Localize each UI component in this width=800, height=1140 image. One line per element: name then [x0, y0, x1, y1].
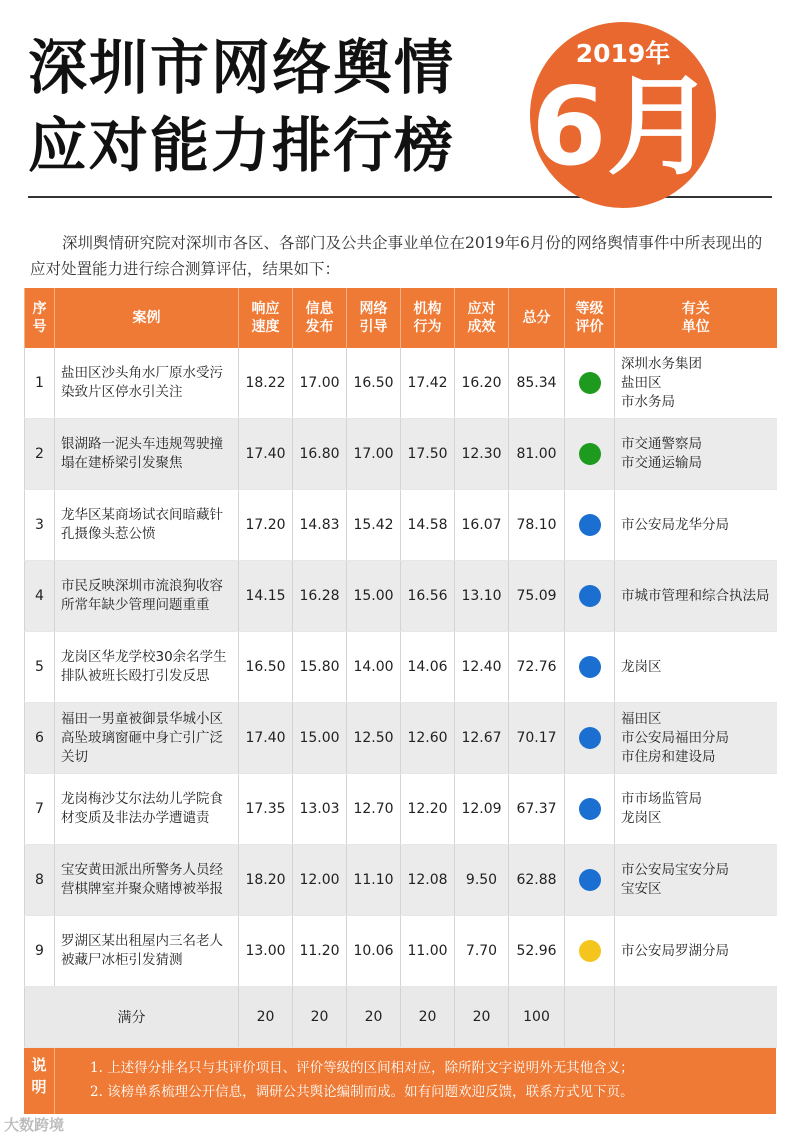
cell-speed: 17.40	[239, 419, 293, 490]
cell-grade	[565, 490, 615, 561]
grade-dot-icon	[579, 443, 601, 465]
cell-effect: 16.20	[455, 348, 509, 419]
cell-info: 11.20	[293, 916, 347, 987]
unit-name: 市交通警察局	[621, 436, 702, 452]
grade-dot-icon	[579, 798, 601, 820]
table-row	[25, 419, 777, 490]
cell-action: 12.20	[401, 774, 455, 845]
full-score-effect: 20	[455, 987, 509, 1048]
header-grade: 等级 评价	[565, 288, 615, 348]
cell-guide: 11.10	[347, 845, 401, 916]
cell-case: 龙岗梅沙艾尔法幼儿学院食材变质及非法办学遭谴责	[55, 774, 239, 845]
cell-total: 85.34	[509, 348, 565, 419]
cell-total: 62.88	[509, 845, 565, 916]
cell-guide: 14.00	[347, 632, 401, 703]
header-action: 机构 行为	[401, 288, 455, 348]
cell-effect: 12.67	[455, 703, 509, 774]
intro-paragraph: 深圳舆情研究院对深圳市各区、各部门及公共企事业单位在2019年6月份的网络舆情事件中所表现出的应对处置能力进行综合测算评估，结果如下：	[30, 234, 763, 278]
cell-grade	[565, 561, 615, 632]
cell-no: 7	[25, 774, 55, 845]
grade-dot-icon	[579, 514, 601, 536]
unit-name: 市交通运输局	[621, 455, 702, 471]
unit-name: 市市场监管局	[621, 791, 702, 807]
page-title-line2: 应对能力排行榜	[28, 111, 456, 180]
cell-info: 12.00	[293, 845, 347, 916]
cell-unit	[615, 490, 777, 561]
cell-no: 9	[25, 916, 55, 987]
unit-name: 市城市管理和综合执法局	[621, 587, 770, 604]
table-row	[25, 774, 777, 845]
cell-no: 3	[25, 490, 55, 561]
full-score-row	[25, 987, 777, 1048]
badge-year: 2019年	[575, 39, 671, 68]
unit-name: 盐田区	[621, 374, 662, 391]
table-row	[25, 845, 777, 916]
cell-action: 16.56	[401, 561, 455, 632]
cell-info: 16.80	[293, 419, 347, 490]
page-title-line1: 深圳市网络舆情	[28, 33, 456, 102]
cell-grade	[565, 632, 615, 703]
cell-unit	[615, 419, 777, 490]
full-score-grade	[565, 987, 615, 1048]
cell-speed: 17.40	[239, 703, 293, 774]
cell-action: 14.06	[401, 632, 455, 703]
unit-name: 市公安局宝安分局	[621, 862, 729, 878]
unit-name: 市住房和建设局	[621, 748, 716, 765]
cell-guide: 12.50	[347, 703, 401, 774]
header-unit: 有关 单位	[615, 288, 777, 348]
cell-case: 市民反映深圳市流浪狗收容所常年缺少管理问题重重	[55, 561, 239, 632]
cell-total: 78.10	[509, 490, 565, 561]
unit-name: 福田区	[621, 710, 662, 727]
cell-unit	[615, 561, 777, 632]
cell-no: 8	[25, 845, 55, 916]
full-score-label: 满分	[25, 987, 239, 1048]
cell-grade	[565, 348, 615, 419]
cell-case: 宝安黄田派出所警务人员经营棋牌室并聚众赌博被举报	[55, 845, 239, 916]
cell-guide: 10.06	[347, 916, 401, 987]
cell-total: 75.09	[509, 561, 565, 632]
cell-info: 13.03	[293, 774, 347, 845]
full-score-total: 100	[509, 987, 565, 1048]
cell-grade	[565, 916, 615, 987]
cell-speed: 18.22	[239, 348, 293, 419]
cell-speed: 14.15	[239, 561, 293, 632]
cell-effect: 13.10	[455, 561, 509, 632]
full-score-unit	[615, 987, 777, 1048]
grade-dot-icon	[579, 585, 601, 607]
cell-speed: 18.20	[239, 845, 293, 916]
full-score-action: 20	[401, 987, 455, 1048]
cell-no: 5	[25, 632, 55, 703]
cell-unit	[615, 348, 777, 419]
cell-speed: 17.20	[239, 490, 293, 561]
full-score-info: 20	[293, 987, 347, 1048]
cell-info: 14.83	[293, 490, 347, 561]
cell-action: 12.60	[401, 703, 455, 774]
note-line-2: 2. 该榜单系梳理公开信息，调研公共舆论编制而成。如有问题欢迎反馈，联系方式见下页。	[90, 1084, 634, 1100]
notes-text	[90, 1056, 634, 1104]
cell-info: 15.80	[293, 632, 347, 703]
table-row	[25, 632, 777, 703]
cell-guide: 16.50	[347, 348, 401, 419]
cell-total: 52.96	[509, 916, 565, 987]
header-case: 案例	[55, 288, 239, 348]
cell-total: 72.76	[509, 632, 565, 703]
cell-no: 6	[25, 703, 55, 774]
cell-no: 4	[25, 561, 55, 632]
cell-effect: 12.30	[455, 419, 509, 490]
unit-name: 市公安局龙华分局	[621, 516, 729, 533]
cell-case: 福田一男童被御景华城小区高坠玻璃窗砸中身亡引广泛关切	[55, 703, 239, 774]
cell-case: 龙岗区华龙学校30余名学生排队被班长殴打引发反思	[55, 632, 239, 703]
cell-grade	[565, 774, 615, 845]
cell-effect: 16.07	[455, 490, 509, 561]
grade-dot-icon	[579, 869, 601, 891]
cell-effect: 12.40	[455, 632, 509, 703]
note-line-1: 1. 上述得分排名只与其评价项目、评价等级的区间相对应，除所附文字说明外无其他含义；	[90, 1060, 634, 1076]
table-row	[25, 703, 777, 774]
cell-total: 70.17	[509, 703, 565, 774]
table-row	[25, 348, 777, 419]
grade-dot-icon	[579, 727, 601, 749]
cell-effect: 7.70	[455, 916, 509, 987]
unit-name: 龙岗区	[621, 810, 662, 826]
cell-effect: 9.50	[455, 845, 509, 916]
cell-action: 14.58	[401, 490, 455, 561]
cell-action: 12.08	[401, 845, 455, 916]
cell-speed: 16.50	[239, 632, 293, 703]
cell-info: 17.00	[293, 348, 347, 419]
table-header-row	[25, 288, 777, 348]
cell-total: 81.00	[509, 419, 565, 490]
header-guide: 网络 引导	[347, 288, 401, 348]
notes-divider	[54, 1048, 55, 1114]
cell-speed: 17.35	[239, 774, 293, 845]
cell-no: 2	[25, 419, 55, 490]
table-row	[25, 490, 777, 561]
unit-name: 龙岗区	[621, 658, 662, 675]
cell-action: 17.50	[401, 419, 455, 490]
unit-name: 市公安局福田分局	[621, 729, 729, 746]
cell-guide: 15.42	[347, 490, 401, 561]
cell-no: 1	[25, 348, 55, 419]
full-score-guide: 20	[347, 987, 401, 1048]
cell-speed: 13.00	[239, 916, 293, 987]
header-effect: 应对 成效	[455, 288, 509, 348]
cell-unit	[615, 703, 777, 774]
cell-unit	[615, 774, 777, 845]
cell-case: 银湖路一泥头车违规驾驶撞塌在建桥梁引发聚焦	[55, 419, 239, 490]
notes-box	[24, 1048, 776, 1114]
unit-name: 深圳水务集团	[621, 355, 702, 372]
cell-unit	[615, 632, 777, 703]
unit-name: 市水务局	[621, 393, 675, 410]
cell-action: 17.42	[401, 348, 455, 419]
cell-grade	[565, 419, 615, 490]
cell-case: 龙华区某商场试衣间暗藏针孔摄像头惹公愤	[55, 490, 239, 561]
cell-guide: 15.00	[347, 561, 401, 632]
cell-total: 67.37	[509, 774, 565, 845]
table-row	[25, 916, 777, 987]
unit-name: 宝安区	[621, 881, 662, 897]
header-info: 信息 发布	[293, 288, 347, 348]
cell-action: 11.00	[401, 916, 455, 987]
grade-dot-icon	[579, 656, 601, 678]
watermark-logo: 大数跨境	[4, 1116, 65, 1134]
cell-case: 罗湖区某出租屋内三名老人被藏尸冰柜引发猜测	[55, 916, 239, 987]
cell-grade	[565, 845, 615, 916]
cell-info: 16.28	[293, 561, 347, 632]
notes-label: 说 明	[31, 1056, 47, 1096]
header-speed: 响应 速度	[239, 288, 293, 348]
cell-info: 15.00	[293, 703, 347, 774]
cell-guide: 17.00	[347, 419, 401, 490]
grade-dot-icon	[579, 940, 601, 962]
cell-grade	[565, 703, 615, 774]
header-no: 序 号	[25, 288, 55, 348]
table-row	[25, 561, 777, 632]
full-score-speed: 20	[239, 987, 293, 1048]
cell-unit	[615, 845, 777, 916]
grade-dot-icon	[579, 372, 601, 394]
cell-unit	[615, 916, 777, 987]
header-total: 总分	[509, 288, 565, 348]
unit-name: 市公安局罗湖分局	[621, 942, 729, 959]
ranking-table	[24, 288, 777, 1048]
cell-guide: 12.70	[347, 774, 401, 845]
badge-month: 6月	[531, 65, 715, 190]
cell-case: 盐田区沙头角水厂原水受污染致片区停水引关注	[55, 348, 239, 419]
cell-effect: 12.09	[455, 774, 509, 845]
